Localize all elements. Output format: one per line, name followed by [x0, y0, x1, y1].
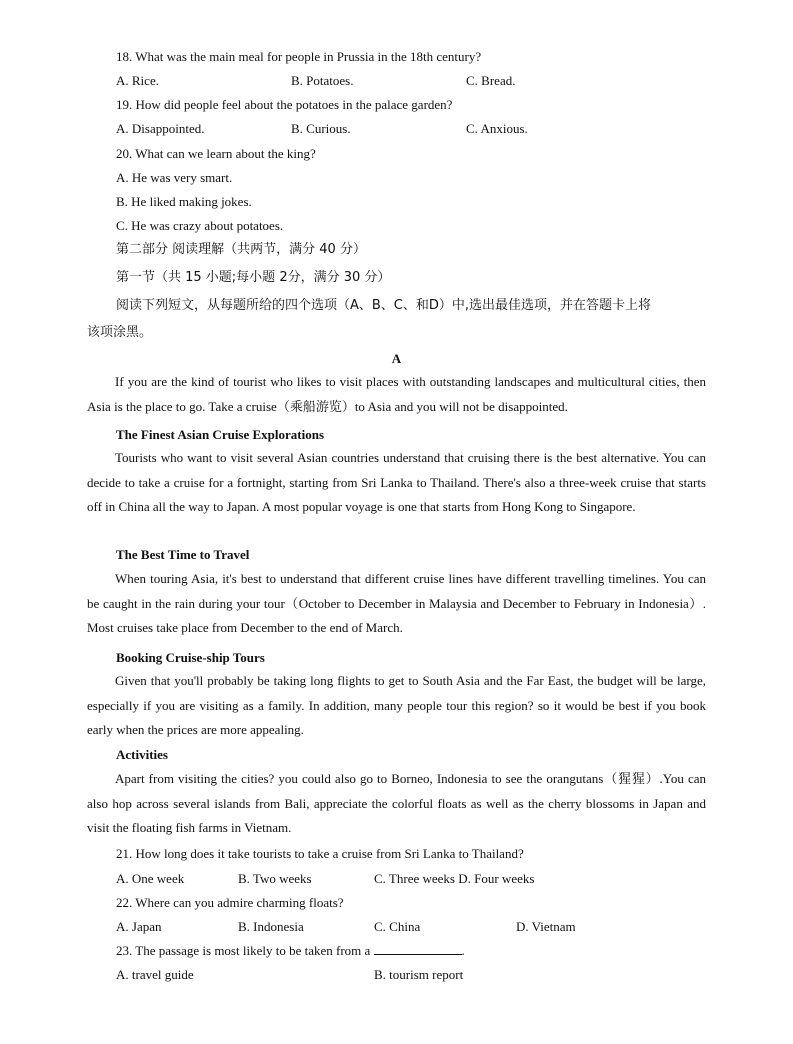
question-21-option-a: A. One week [116, 871, 185, 886]
question-21-option-b: B. Two weeks [238, 871, 312, 886]
question-22-option-d: D. Vietnam [516, 919, 576, 934]
heading-cruise-explorations: The Finest Asian Cruise Explorations [116, 427, 325, 442]
question-19-option-a: A. Disappointed. [116, 121, 205, 136]
heading-best-time: The Best Time to Travel [116, 547, 250, 562]
question-19-option-b: B. Curious. [291, 121, 351, 136]
section-2-subtitle: 第一节（共 15 小题;每小题 2分，满分 30 分） [116, 270, 391, 285]
section-2-instruction-line2: 该项涂黑。 [87, 325, 153, 340]
paragraph-best-time: When touring Asia, it's best to understand that different cruise lines have different travelling timelines. You can be caught in the rain during your tour（October to December in Malaysia and December to February in Indonesia）. Most cruises take place from December to the end of March. [87, 571, 706, 635]
paragraph-activities: Apart from visiting the cities? you could also go to Borneo, Indonesia to see the orangutans（猩猩）.You can also hop across several islands from Bali, appreciate the colorful floats as well as the cherry blossoms in Japan and visit the floating fish farms in Vietnam. [87, 771, 706, 835]
question-20-option-b: B. He liked making jokes. [116, 194, 252, 209]
question-18-stem: 18. What was the main meal for people in Prussia in the 18th century? [116, 49, 482, 64]
question-23-stem: 23. The passage is most likely to be taken from a [116, 943, 371, 958]
answer-blank [374, 943, 462, 955]
question-21-stem: 21. How long does it take tourists to take a cruise from Sri Lanka to Thailand? [116, 846, 524, 861]
question-20-stem: 20. What can we learn about the king? [116, 146, 316, 161]
question-22-option-b: B. Indonesia [238, 919, 304, 934]
question-18-option-b: B. Potatoes. [291, 73, 354, 88]
question-22-option-a: A. Japan [116, 919, 162, 934]
heading-booking: Booking Cruise-ship Tours [116, 650, 265, 665]
question-18-option-a: A. Rice. [116, 73, 159, 88]
question-20-option-a: A. He was very smart. [116, 170, 233, 185]
question-19-option-c: C. Anxious. [466, 121, 528, 136]
heading-activities: Activities [116, 747, 168, 762]
section-2-instruction-line1: 阅读下列短文，从每题所给的四个选项（A、B、C、和D）中,选出最佳选项，并在答题卡上将 [116, 298, 652, 313]
passage-intro: If you are the kind of tourist who likes to visit places with outstanding landscapes and multicultural cities, then Asia is the place to go. Take a cruise（乘船游览）to Asia and you will not be disappointed. [87, 374, 706, 414]
question-23-option-b: B. tourism report [374, 967, 464, 982]
question-22-option-c: C. China [374, 919, 421, 934]
question-21-option-cd: C. Three weeks D. Four weeks [374, 871, 535, 886]
question-23-option-a: A. travel guide [116, 967, 194, 982]
section-2-title: 第二部分 阅读理解（共两节，满分 40 分） [116, 242, 366, 257]
question-20-option-c: C. He was crazy about potatoes. [116, 218, 284, 233]
question-19-stem: 19. How did people feel about the potatoes in the palace garden? [116, 97, 453, 112]
passage-letter: A [391, 351, 402, 366]
question-18-option-c: C. Bread. [466, 73, 516, 88]
question-23-line [116, 943, 465, 959]
paragraph-cruise-explorations: Tourists who want to visit several Asian countries understand that cruising there is the best alternative. You can decide to take a cruise for a fortnight, starting from Sri Lanka to Thailand. There's also a three-week cruise that starts off in China all the way to Japan. A most popular voyage is one that starts from Hong Kong to Singapore. [87, 450, 706, 514]
question-23-tail: . [461, 943, 465, 958]
question-22-stem: 22. Where can you admire charming floats? [116, 895, 344, 910]
paragraph-booking: Given that you'll probably be taking long flights to get to South Asia and the Far East, the budget will be large, especially if you are visiting as a family. In addition, many people tour this region? so it would be best if you book early when the prices are more appealing. [87, 673, 706, 737]
